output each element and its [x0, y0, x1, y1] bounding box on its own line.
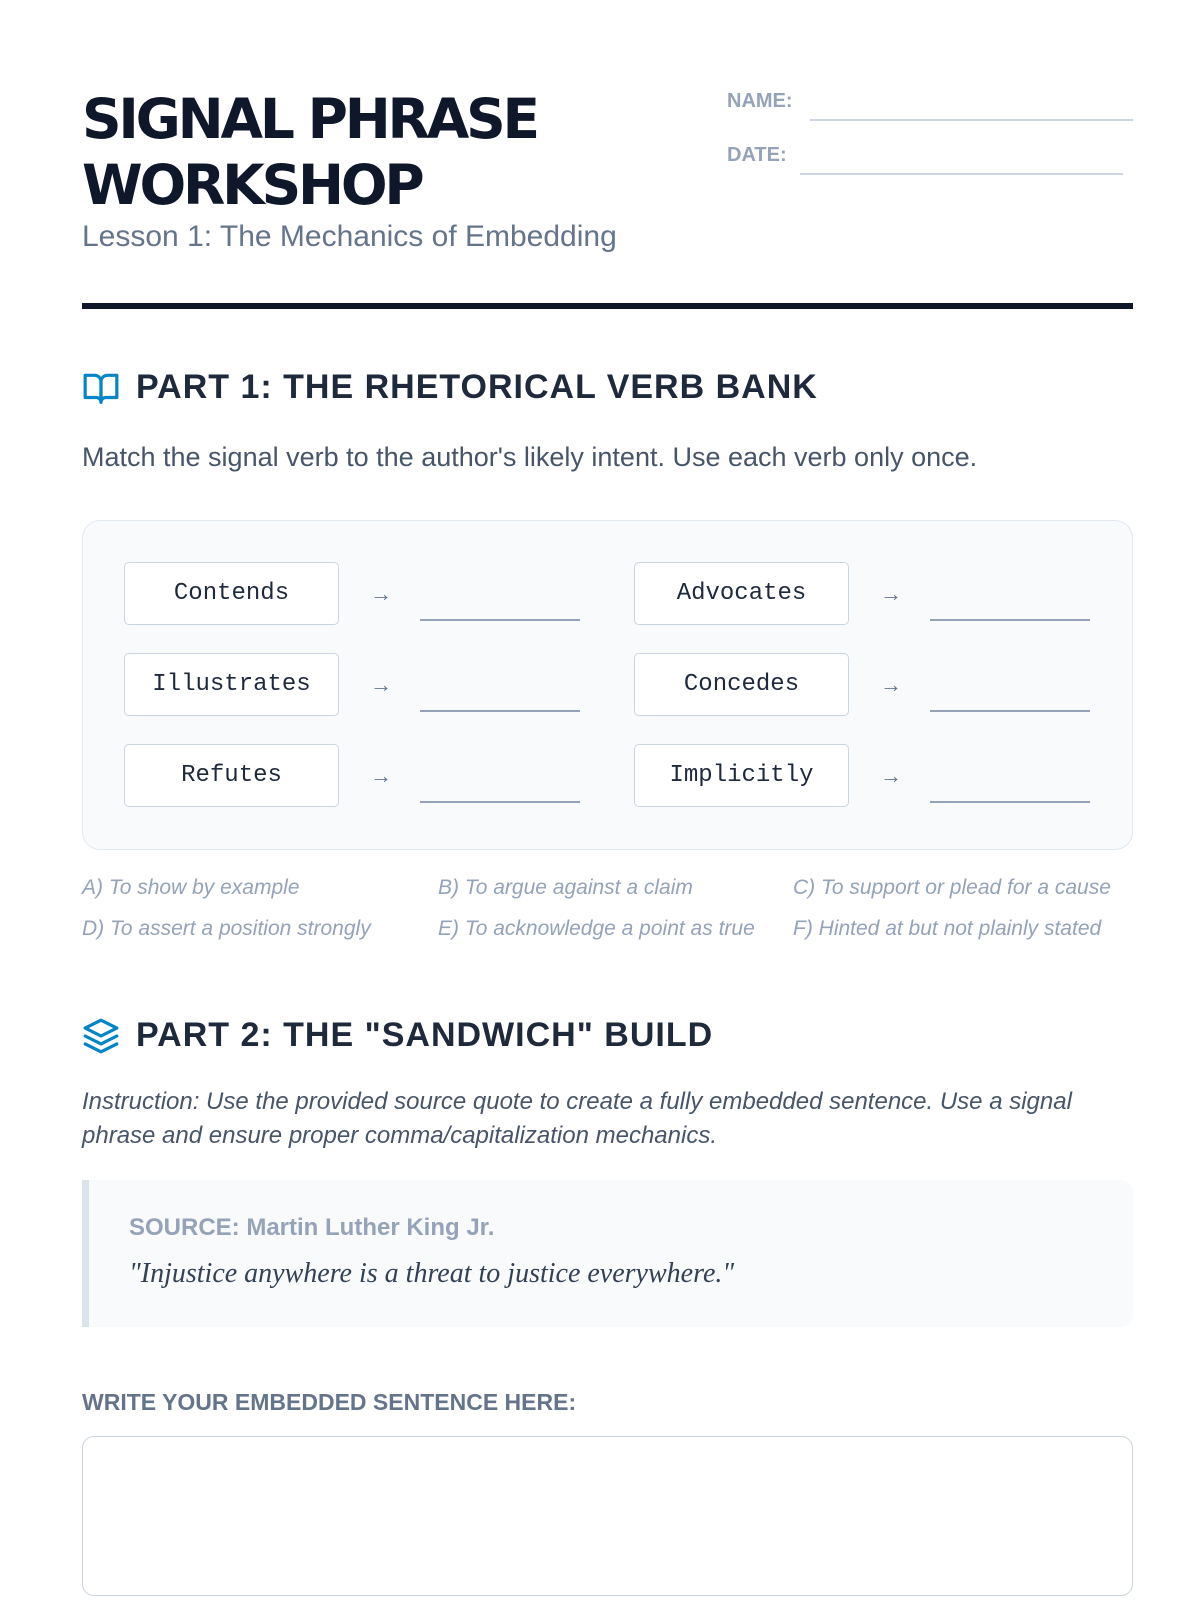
page-title [82, 86, 642, 218]
name-field[interactable] [810, 119, 1133, 121]
verb-bank [82, 520, 1133, 850]
part2-heading-text: PART 2: THE "SANDWICH" BUILD [136, 1016, 714, 1054]
name-label: NAME: [727, 90, 793, 112]
definition-item: B) To argue against a claim [438, 876, 693, 899]
arrow-icon: → [880, 763, 902, 788]
part1-heading [82, 368, 818, 407]
arrow-icon: → [880, 672, 902, 697]
open-book-icon [82, 369, 120, 407]
definition-item: F) Hinted at but not plainly stated [793, 917, 1102, 940]
answer-blank[interactable] [420, 710, 580, 712]
arrow-icon: → [370, 672, 392, 697]
source-quote: "Injustice anywhere is a threat to justice everywhere." [129, 1258, 735, 1289]
verb-card: Advocates [634, 562, 849, 625]
answer-blank[interactable] [930, 619, 1090, 621]
write-label: WRITE YOUR EMBEDDED SENTENCE HERE: [82, 1389, 577, 1415]
date-field[interactable] [800, 173, 1123, 175]
verb-card: Refutes [124, 744, 339, 807]
date-label: DATE: [727, 144, 787, 166]
page-subtitle: Lesson 1: The Mechanics of Embedding [82, 220, 617, 253]
part1-instruction: Match the signal verb to the author's likely intent. Use each verb only once. [82, 442, 978, 472]
arrow-icon: → [370, 581, 392, 606]
answer-blank[interactable] [420, 801, 580, 803]
source-label: SOURCE: Martin Luther King Jr. [129, 1214, 495, 1241]
verb-card: Contends [124, 562, 339, 625]
header-divider [82, 303, 1133, 309]
definition-item: C) To support or plead for a cause [793, 876, 1111, 899]
embedded-sentence-answer-box[interactable] [82, 1436, 1133, 1596]
title-line-2: WORKSHOP [82, 153, 422, 217]
verb-card: Illustrates [124, 653, 339, 716]
answer-blank[interactable] [930, 801, 1090, 803]
definition-item: D) To assert a position strongly [82, 917, 371, 940]
part1-heading-text: PART 1: THE RHETORICAL VERB BANK [136, 368, 818, 406]
title-line-1: SIGNAL PHRASE [82, 87, 537, 151]
source-quote-box [82, 1180, 1133, 1327]
verb-card: Implicitly [634, 744, 849, 807]
layers-icon [82, 1017, 120, 1055]
arrow-icon: → [880, 581, 902, 606]
answer-blank[interactable] [930, 710, 1090, 712]
definition-item: E) To acknowledge a point as true [438, 917, 755, 940]
answer-blank[interactable] [420, 619, 580, 621]
definition-item: A) To show by example [82, 876, 300, 899]
part2-heading [82, 1016, 713, 1055]
arrow-icon: → [370, 763, 392, 788]
verb-card: Concedes [634, 653, 849, 716]
part2-instruction: Instruction: Use the provided source quote to create a fully embedded sentence. Use a signal phrase and ensure proper comma/capitalization mechanics. [82, 1088, 1072, 1149]
